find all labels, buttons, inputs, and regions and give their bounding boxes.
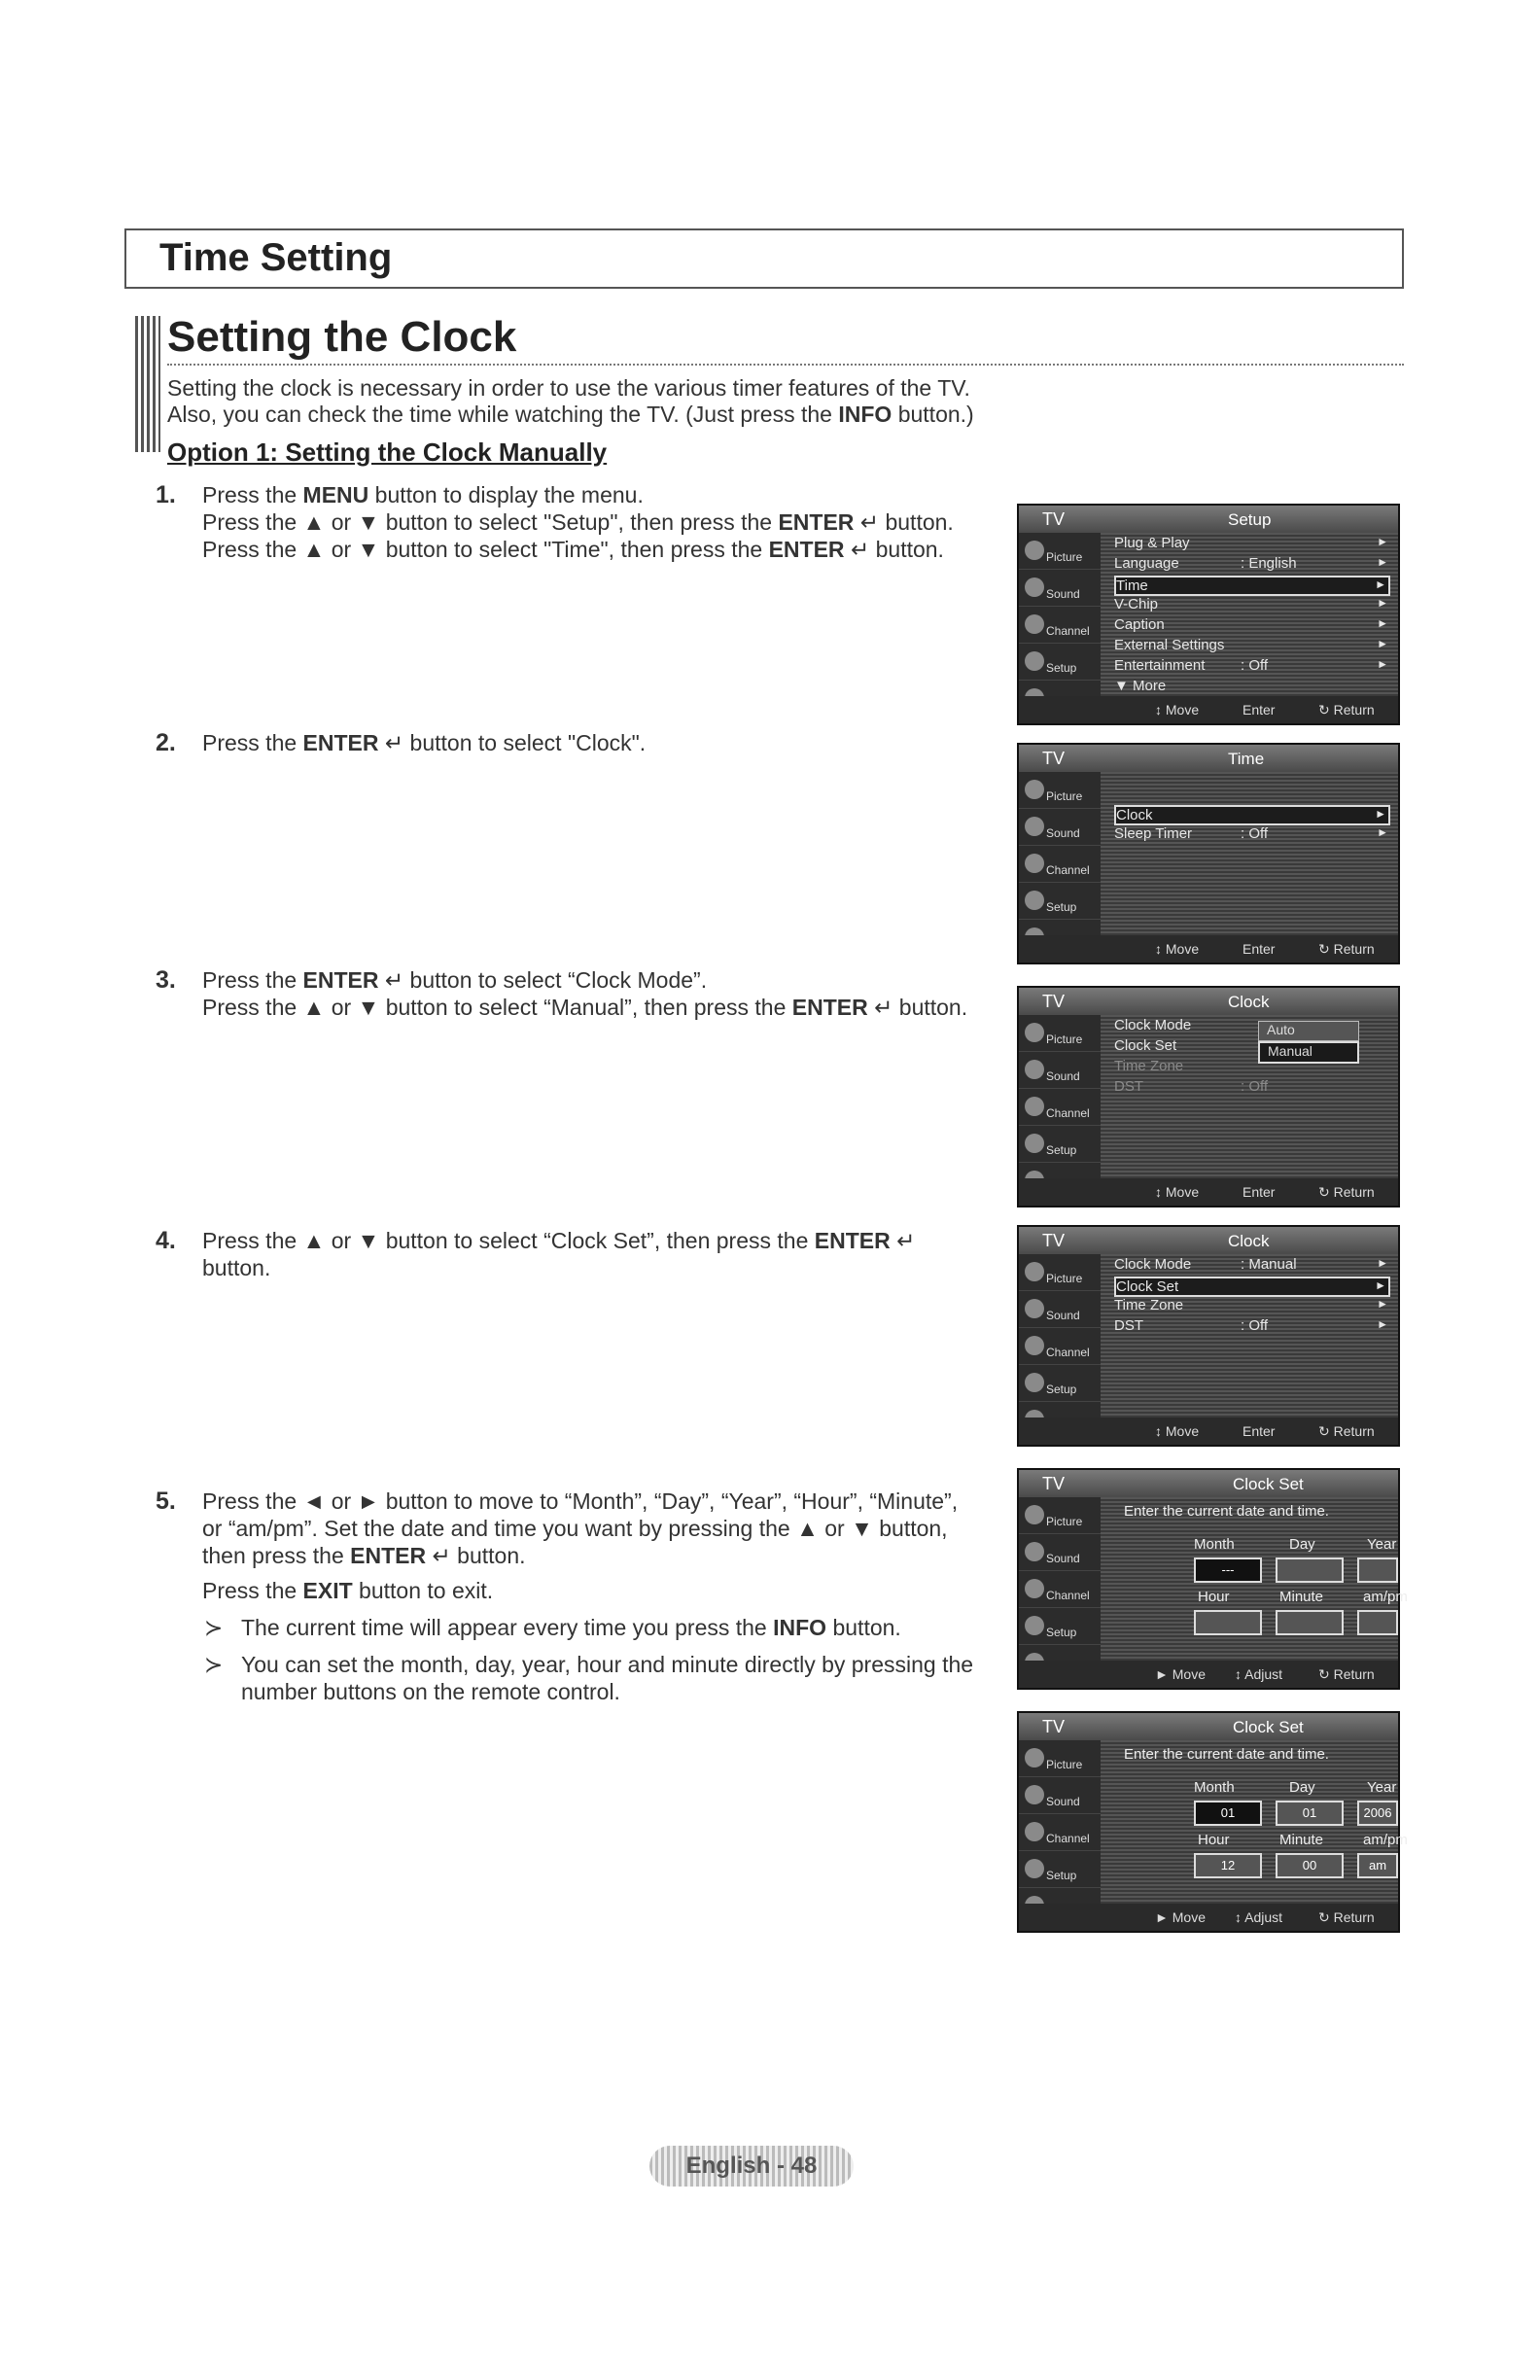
osd-item: Plug & Play ► bbox=[1114, 535, 1388, 551]
year-field bbox=[1357, 1558, 1398, 1583]
picture-icon bbox=[1025, 1748, 1044, 1768]
osd-item: Time Zone bbox=[1114, 1058, 1184, 1074]
osd-cat-sound: Sound bbox=[1019, 570, 1101, 607]
osd-item: DST : Off bbox=[1114, 1078, 1269, 1095]
picture-icon bbox=[1025, 1505, 1044, 1524]
month-field: 01 bbox=[1194, 1801, 1262, 1826]
osd-item: External Settings ► bbox=[1114, 637, 1388, 653]
day-field bbox=[1276, 1558, 1344, 1583]
step-number: 2. bbox=[156, 729, 176, 756]
osd-item: Caption ► bbox=[1114, 616, 1388, 633]
osd-item: Sleep Timer : Off ► bbox=[1114, 825, 1388, 842]
osd-item: Clock Mode bbox=[1114, 1017, 1192, 1033]
osd-clock-mode: TV Clock Picture Sound Channel Setup Clock Mode Clock Set Time Zone DST : Off Auto Manual ↕ Move Enter ↻ Return bbox=[1017, 986, 1400, 1208]
enter-icon: ↵ bbox=[384, 967, 404, 993]
step-text: Press the ▲ or ▼ button to select “Clock Set”, then press the ENTER ↵ button. bbox=[202, 1228, 916, 1280]
osd-item: Language : English ► bbox=[1114, 555, 1388, 572]
step-number: 4. bbox=[156, 1227, 176, 1254]
step-text: Press the ◄ or ► button to move to “Month”, “Day”, “Year”, “Hour”, “Minute”, or “am/pm”. Set the date and time you want by pressing the ▲ or ▼ button, then press the ENTER ↵ button. Press the EXIT button to exit. ≻ The current time will appear every time you press the INFO button. ≻ You can set the month, day, year, hour and minute directly by pressing the number buttons on the remote control. bbox=[202, 1488, 980, 1705]
enter-icon: ↵ bbox=[896, 1228, 916, 1253]
intro-info-key: INFO bbox=[838, 402, 892, 427]
minute-field bbox=[1276, 1610, 1344, 1635]
page-number: English - 48 bbox=[649, 2146, 854, 2187]
sound-icon bbox=[1025, 1060, 1044, 1079]
intro-text-c: button.) bbox=[892, 402, 974, 427]
step-text: Press the MENU button to display the menu. Press the ▲ or ▼ button to select "Setup", then press the ENTER ↵ button. Press the ▲ or ▼ button to select "Time", then press the ENTER ↵ button. bbox=[202, 482, 954, 562]
day-field: 01 bbox=[1276, 1801, 1344, 1826]
section-divider bbox=[167, 364, 1404, 366]
osd-item: Clock Mode : Manual ► bbox=[1114, 1256, 1388, 1273]
step-number: 1. bbox=[156, 481, 176, 508]
osd-category-list bbox=[1019, 533, 1101, 696]
option-title: Option 1: Setting the Clock Manually bbox=[167, 438, 608, 467]
setup-icon bbox=[1025, 891, 1044, 910]
setup-icon bbox=[1025, 1373, 1044, 1392]
channel-icon bbox=[1025, 1822, 1044, 1841]
osd-items bbox=[1114, 1256, 1390, 1338]
enter-icon: ↵ bbox=[850, 537, 870, 562]
sound-icon bbox=[1025, 1299, 1044, 1318]
intro-line-2 bbox=[167, 402, 974, 428]
dropdown-option-selected: Manual bbox=[1258, 1041, 1359, 1064]
osd-items bbox=[1114, 805, 1390, 846]
osd-item-selected: Clock Set ► bbox=[1114, 1277, 1390, 1297]
picture-icon bbox=[1025, 1023, 1044, 1042]
channel-icon bbox=[1025, 854, 1044, 873]
hour-field: 12 bbox=[1194, 1853, 1262, 1878]
osd-clock-set-filled: TV Clock Set Picture Sound Channel Setup Enter the current date and time. Month Day Year 01 01 2006 Hour Minute am/pm 12 00 am ► Move ↕ Adjust ↻ Return bbox=[1017, 1711, 1400, 1933]
ampm-field bbox=[1357, 1610, 1398, 1635]
osd-items bbox=[1114, 535, 1390, 698]
picture-icon bbox=[1025, 780, 1044, 799]
intro-text bbox=[167, 375, 974, 428]
osd-item: DST : Off ► bbox=[1114, 1317, 1388, 1334]
sound-icon bbox=[1025, 1785, 1044, 1804]
enter-icon: ↵ bbox=[384, 730, 404, 755]
osd-footer: ↕ Move Enter ↻ Return bbox=[1019, 696, 1398, 723]
enter-icon: ↵ bbox=[874, 995, 893, 1020]
ampm-field: am bbox=[1357, 1853, 1398, 1878]
section-title: Setting the Clock bbox=[167, 313, 517, 361]
setup-icon bbox=[1025, 651, 1044, 671]
setup-icon bbox=[1025, 1134, 1044, 1153]
note-arrow-icon: ≻ bbox=[204, 1652, 224, 1677]
osd-clock-menu: TV Clock Picture Sound Channel Setup Clock Mode : Manual ► Clock Set ► Time Zone ► DST : Off ► ↕ Move Enter ↻ Return bbox=[1017, 1225, 1400, 1447]
hour-field bbox=[1194, 1610, 1262, 1635]
channel-icon bbox=[1025, 614, 1044, 634]
intro-text-a: Also, you can check the time while watching the TV. (Just press the bbox=[167, 402, 839, 427]
clock-mode-dropdown bbox=[1258, 1021, 1359, 1064]
note-arrow-icon: ≻ bbox=[204, 1615, 224, 1640]
osd-category-list: Picture Sound Channel Setup bbox=[1019, 772, 1101, 935]
osd-setup-menu bbox=[1017, 504, 1400, 725]
section-bar-decoration bbox=[135, 316, 160, 452]
osd-cat-picture: Picture bbox=[1019, 533, 1101, 570]
osd-item-selected: Clock ► bbox=[1114, 805, 1390, 825]
intro-line-1: Setting the clock is necessary in order to use the various timer features of the TV. bbox=[167, 375, 970, 401]
osd-cat-setup: Setup bbox=[1019, 644, 1101, 681]
osd-item: Entertainment : Off ► bbox=[1114, 657, 1388, 674]
osd-time-menu: TV Time Picture Sound Channel Setup Clock ► Sleep Timer : Off ► ↕ Move Enter ↻ Return bbox=[1017, 743, 1400, 964]
sound-icon bbox=[1025, 817, 1044, 836]
osd-item-selected: Time ► bbox=[1114, 576, 1390, 596]
channel-icon bbox=[1025, 1579, 1044, 1598]
enter-icon: ↵ bbox=[859, 509, 880, 535]
osd-instruction: Enter the current date and time. bbox=[1124, 1746, 1329, 1763]
enter-icon: ↵ bbox=[432, 1543, 451, 1568]
minute-field: 00 bbox=[1276, 1853, 1344, 1878]
note-2: ≻ You can set the month, day, year, hour and minute directly by pressing the number buttons on the remote control. bbox=[204, 1652, 974, 1704]
dropdown-option: Auto bbox=[1258, 1021, 1359, 1041]
osd-cat-channel: Channel bbox=[1019, 607, 1101, 644]
osd-item: Time Zone ► bbox=[1114, 1297, 1388, 1313]
osd-title: Setup bbox=[1228, 510, 1272, 529]
chapter-header bbox=[124, 228, 1404, 289]
year-field: 2006 bbox=[1357, 1801, 1398, 1826]
chapter-title: Time Setting bbox=[159, 236, 393, 279]
sound-icon bbox=[1025, 1542, 1044, 1561]
picture-icon bbox=[1025, 1262, 1044, 1281]
setup-icon bbox=[1025, 1616, 1044, 1635]
setup-icon bbox=[1025, 1859, 1044, 1878]
osd-clock-set-empty: TV Clock Set Picture Sound Channel Setup Enter the current date and time. Month Day Year --- Hour Minute am/pm ► Move ↕ Adjust ↻ Return bbox=[1017, 1468, 1400, 1690]
channel-icon bbox=[1025, 1336, 1044, 1355]
step-text: Press the ENTER ↵ button to select “Clock Mode”. Press the ▲ or ▼ button to select “Manual”, then press the ENTER ↵ button. bbox=[202, 967, 968, 1020]
osd-item: V-Chip ► bbox=[1114, 596, 1388, 612]
note-1: ≻ The current time will appear every time you press the INFO button. bbox=[204, 1615, 901, 1640]
picture-icon bbox=[1025, 541, 1044, 560]
osd-item: Clock Set bbox=[1114, 1037, 1177, 1054]
sound-icon bbox=[1025, 578, 1044, 597]
step-number: 5. bbox=[156, 1488, 176, 1515]
channel-icon bbox=[1025, 1097, 1044, 1116]
osd-instruction: Enter the current date and time. bbox=[1124, 1503, 1329, 1520]
osd-tv-label: TV bbox=[1042, 509, 1066, 529]
osd-item: ▼ More bbox=[1114, 678, 1167, 694]
month-field: --- bbox=[1194, 1558, 1262, 1583]
step-number: 3. bbox=[156, 966, 176, 994]
step-text: Press the ENTER ↵ button to select "Clock". bbox=[202, 730, 647, 755]
